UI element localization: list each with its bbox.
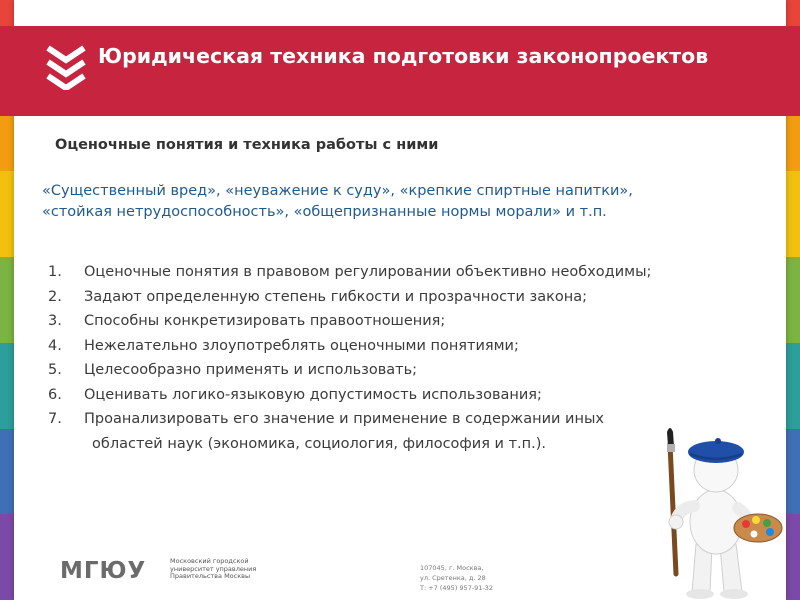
list-item <box>48 383 788 408</box>
painter-figure-icon <box>636 424 786 600</box>
footer-address-line: Т: +7 (495) 957-91-32 <box>420 584 494 592</box>
color-stripe <box>0 171 14 257</box>
color-stripe <box>786 257 800 343</box>
examples-block <box>42 181 742 223</box>
color-stripe <box>786 171 800 257</box>
footer-organization <box>170 558 256 581</box>
color-stripe <box>786 429 800 515</box>
list-item <box>48 309 788 334</box>
list-item-number: 3. <box>48 313 62 329</box>
color-stripe <box>0 343 14 429</box>
color-stripe <box>0 429 14 515</box>
list-item-number: 7. <box>48 411 62 427</box>
list-item-number: 5. <box>48 362 62 378</box>
color-stripe <box>0 257 14 343</box>
list-item-number: 6. <box>48 386 62 403</box>
footer-org-line: Московский городской <box>170 557 249 565</box>
footer-address-line: ул. Сретенка, д. 28 <box>420 574 486 582</box>
triple-chevron-down-icon <box>44 42 88 90</box>
footer-org-line: университет управления <box>170 564 257 573</box>
examples-line: «стойкая нетрудоспособность», «общепризнанные нормы морали» и т.п. <box>42 204 607 220</box>
footer-address <box>420 563 493 593</box>
university-logo-text: МГЮУ <box>60 558 147 581</box>
examples-line: «Существенный вред», «неуважение к суду», «крепкие спиртные напитки», <box>42 183 633 199</box>
header-banner <box>0 26 800 116</box>
list-item-text: Задают определенную степень гибкости и прозрачности закона; <box>84 288 587 305</box>
color-stripe <box>786 343 800 429</box>
list-item <box>48 358 788 383</box>
list-item-text: Проанализировать его значение и применение в содержании иных <box>84 411 604 427</box>
list-item-text: Нежелательно злоупотреблять оценочными понятиями; <box>84 337 519 354</box>
page-title: Юридическая техника подготовки законопроектов <box>98 44 709 68</box>
color-stripe <box>0 514 14 600</box>
list-item-text: Способны конкретизировать правоотношения; <box>84 313 446 329</box>
list-item-text: Оценочные понятия в правовом регулировании объективно необходимы; <box>84 264 652 280</box>
list-item-text: Целесообразно применять и использовать; <box>84 362 418 378</box>
list-item-number: 2. <box>48 288 62 305</box>
list-item <box>48 334 788 359</box>
list-item-text-continued: областей наук (экономика, социология, философия и т.п.). <box>92 435 547 452</box>
list-item-number: 1. <box>48 264 62 280</box>
university-logo <box>60 557 164 581</box>
color-stripe <box>786 514 800 600</box>
footer-org-line: Правительства Москвы <box>170 572 251 580</box>
footer-address-line: 107045, г. Москва, <box>420 564 484 572</box>
list-item-number: 4. <box>48 337 62 354</box>
list-item-text: Оценивать логико-языковую допустимость использования; <box>84 386 542 403</box>
slide-subtitle: Оценочные понятия и техника работы с ними <box>55 137 439 153</box>
list-item <box>48 260 788 285</box>
list-item <box>48 285 788 310</box>
